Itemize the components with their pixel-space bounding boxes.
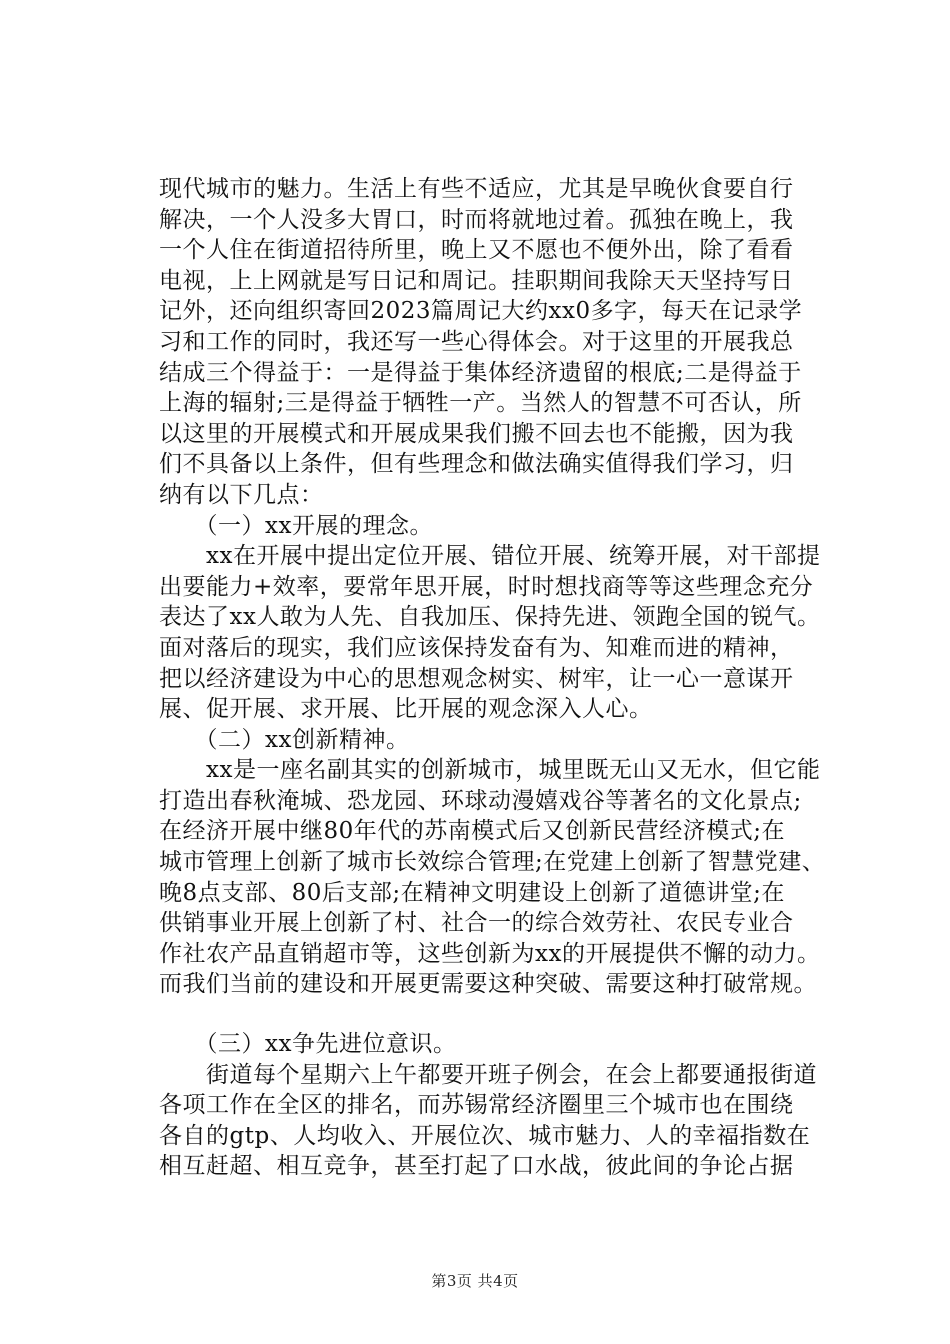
text-line: 结成三个得益于：一是得益于集体经济遗留的根底;二是得益于	[159, 359, 802, 386]
text-line: 现代城市的魅力。生活上有些不适应，尤其是早晚伙食要自行	[159, 176, 794, 202]
text-line: 电视，上上网就是写日记和周记。挂职期间我除天天坚持写日	[159, 267, 794, 294]
text-line: 在经济开展中继80年代的苏南模式后又创新民营经济模式;在	[159, 818, 786, 845]
text-line: 解决，一个人没多大胃口，时而将就地过着。孤独在晚上，我	[159, 206, 794, 233]
page-number-footer: 第3页 共4页	[431, 1272, 519, 1290]
text-line: 各项工作在全区的排名，而苏锡常经济圈里三个城市也在围绕	[159, 1092, 794, 1119]
text-line: xx在开展中提出定位开展、错位开展、统筹开展，对干部提	[159, 543, 821, 570]
text-line: 习和工作的同时，我还写一些心得体会。对于这里的开展我总	[159, 328, 794, 355]
section-heading: （三）xx争先进位意识。	[159, 1031, 457, 1058]
text-line: 一个人住在街道招待所里，晚上又不愿也不便外出，除了看看	[159, 237, 794, 264]
text-line: 表达了xx人敢为人先、自我加压、保持先进、领跑全国的锐气。	[159, 604, 821, 631]
text-line: 上海的辐射;三是得益于牺牲一产。当然人的智慧不可否认，所	[159, 390, 802, 417]
text-line: 供销事业开展上创新了村、社合一的综合效劳社、农民专业合	[159, 910, 794, 937]
text-line: 晚8点支部、80后支部;在精神文明建设上创新了道德讲堂;在	[159, 879, 785, 906]
text-line: 而我们当前的建设和开展更需要这种突破、需要这种打破常规。	[159, 971, 817, 998]
text-line: 们不具备以上条件，但有些理念和做法确实值得我们学习，归	[159, 451, 794, 478]
section-heading: （一）xx开展的理念。	[159, 512, 433, 539]
text-line: 出要能力+效率，要常年思开展，时时想找商等等这些理念充分	[159, 573, 814, 600]
section-heading: （二）xx创新精神。	[159, 726, 410, 753]
text-line: 记外，还向组织寄回2023篇周记大约xx0多字，每天在记录学	[159, 298, 803, 325]
text-line: 展、促开展、求开展、比开展的观念深入人心。	[159, 696, 653, 723]
document-body	[159, 174, 831, 1182]
text-line: 纳有以下几点：	[159, 481, 324, 508]
text-line: 街道每个星期六上午都要开班子例会，在会上都要通报街道	[159, 1061, 817, 1088]
text-line: xx是一座名副其实的创新城市，城里既无山又无水，但它能	[159, 757, 821, 784]
text-line: 打造出春秋淹城、恐龙园、环球动漫嬉戏谷等著名的文化景点;	[159, 787, 802, 814]
text-line: 城市管理上创新了城市长效综合管理;在党建上创新了智慧党建、	[159, 849, 826, 876]
text-line: 作社农产品直销超市等，这些创新为xx的开展提供不懈的动力。	[159, 940, 821, 967]
paragraph-gap	[159, 1000, 831, 1029]
text-line: 以这里的开展模式和开展成果我们搬不回去也不能搬，因为我	[159, 420, 794, 447]
text-line: 面对落后的现实，我们应该保持发奋有为、知难而进的精神，	[159, 634, 794, 661]
text-line: 各自的gtp、人均收入、开展位次、城市魅力、人的幸福指数在	[159, 1122, 811, 1149]
text-line: 把以经济建设为中心的思想观念树实、树牢，让一心一意谋开	[159, 665, 794, 692]
text-line: 相互赶超、相互竞争，甚至打起了口水战，彼此间的争论占据	[159, 1153, 794, 1180]
